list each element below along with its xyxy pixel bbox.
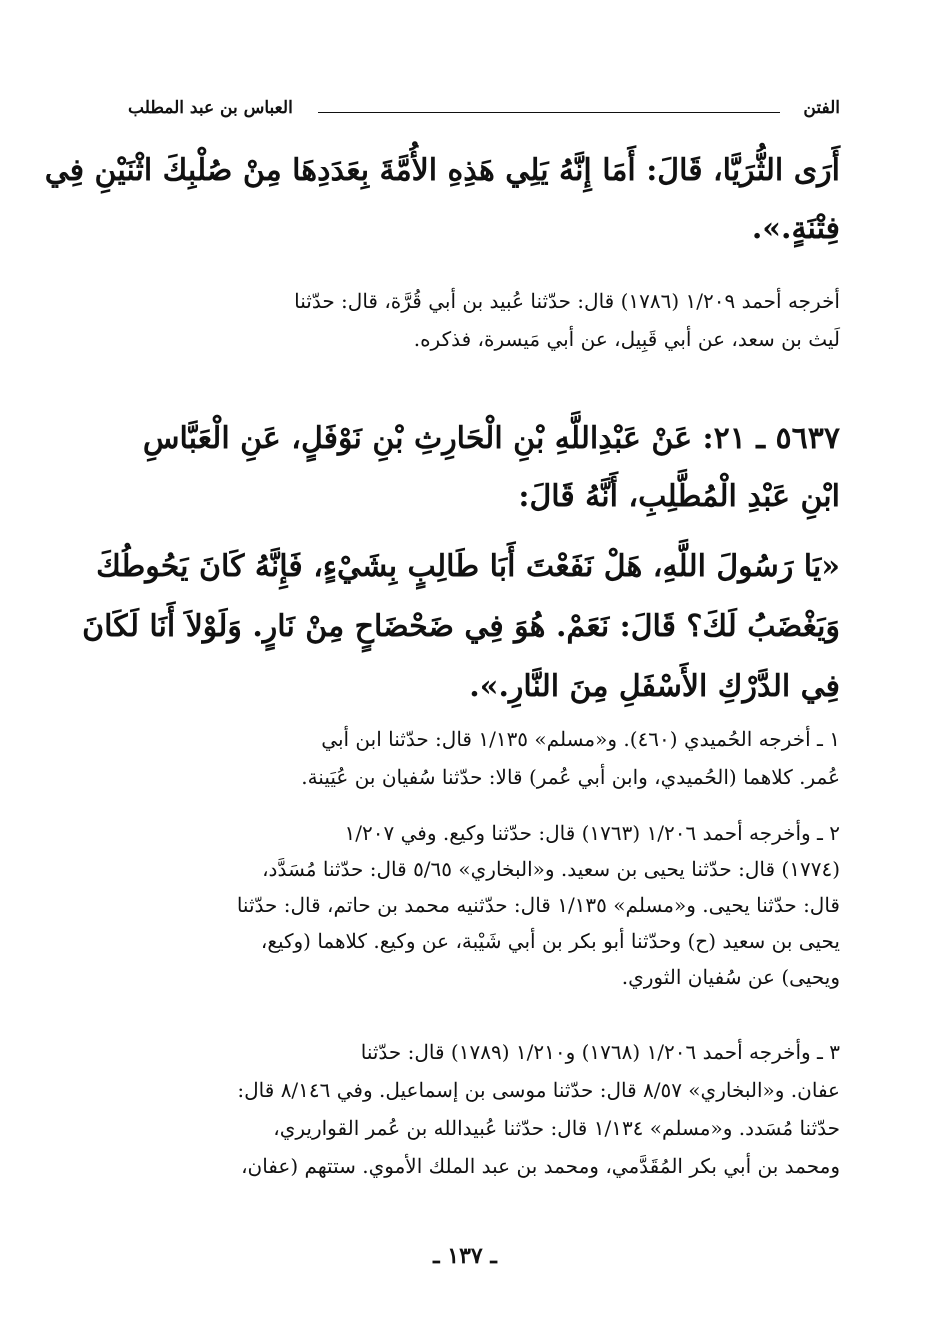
text-line: لَيث بن سعد، عن أبي قَبِيل، عن أبي مَيسرة، فذكره. xyxy=(413,327,840,351)
text-line: عُمر. كلاهما (الحُميدي، وابن أبي عُمر) قالا: حدّثنا سُفيان بن عُيَينة. xyxy=(301,765,840,789)
chapter-title: العباس بن عبد المطلب xyxy=(128,98,293,118)
text-line: ابْنِ عَبْدِ الْمُطَّلِبِ، أَنَّهُ قَالَ: xyxy=(518,479,840,514)
text-line: ومحمد بن أبي بكر المُقَدَّمي، ومحمد بن عبد الملك الأموي. ستتهم (عفان، xyxy=(241,1154,840,1178)
hadith-text-continued xyxy=(44,142,840,258)
header-rule xyxy=(318,112,780,113)
book-title: الفتن xyxy=(803,98,840,118)
text-line: ويحيى) عن سُفيان الثوري. xyxy=(621,965,840,989)
page-number: ـ ١٣٧ ـ xyxy=(433,1243,497,1269)
hadith-text xyxy=(82,537,840,717)
text-line: يحيى بن سعيد (ح) وحدّثنا أبو بكر بن أبي شَيْبة، عن وكيع. كلاهما (وكيع، xyxy=(260,929,840,953)
text-line: ٥٦٣٧ ـ ٢١: عَنْ عَبْدِاللَّهِ بْنِ الْحَارِثِ بْنِ نَوْفَلٍ، عَنِ الْعَبَّاسِ xyxy=(142,421,840,456)
text-line: وَيَغْضَبُ لَكَ؟ قَالَ: نَعَمْ. هُوَ فِي ضَحْضَاحٍ مِنْ نَارٍ. وَلَوْلاَ أَنَا لَكَانَ xyxy=(82,609,840,644)
text-line: أخرجه أحمد ١/٢٠٩ (١٧٨٦) قال: حدّثنا عُبيد بن أبي قُرَّة، قال: حدّثنا xyxy=(294,289,840,313)
text-line: حدّثنا مُسَدد. و«مسلم» ١/١٣٤ قال: حدّثنا عُبيدالله بن عُمر القواريري، xyxy=(273,1116,840,1140)
takhrij-paragraph xyxy=(128,720,840,796)
text-line: ٣ ـ وأخرجه أحمد ١/٢٠٦ (١٧٦٨) و١/٢١٠ (١٧٨٩) قال: حدّثنا xyxy=(360,1040,840,1064)
text-line: عفان. و«البخاري» ٨/٥٧ قال: حدّثنا موسى بن إسماعيل. وفي ٨/١٤٦ قال: xyxy=(237,1078,840,1102)
text-line: ١ ـ أخرجه الحُميدي (٤٦٠). و«مسلم» ١/١٣٥ قال: حدّثنا ابن أبي xyxy=(321,727,840,751)
text-line: فِتْنَةٍ.». xyxy=(751,211,840,246)
text-line: قال: حدّثنا يحيى. و«مسلم» ١/١٣٥ قال: حدّثنيه محمد بن حاتم، قال: حدّثنا xyxy=(236,893,840,917)
text-line: «يَا رَسُولَ اللَّهِ، هَلْ نَفَعْتَ أَبَا طَالِبٍ بِشَيْءٍ، فَإِنَّهُ كَانَ يَحُوطُكَ xyxy=(96,549,840,584)
text-line: فِي الدَّرْكِ الأَسْفَلِ مِنَ النَّارِ.». xyxy=(469,669,840,704)
text-line: (١٧٧٤) قال: حدّثنا يحيى بن سعيد. و«البخاري» ٥/٦٥ قال: حدّثنا مُسَدَّد، xyxy=(262,857,840,881)
hadith-intro xyxy=(128,410,840,526)
takhrij-paragraph xyxy=(128,1033,840,1185)
takhrij-paragraph xyxy=(128,282,840,358)
text-line: ٢ ـ وأخرجه أحمد ١/٢٠٦ (١٧٦٣) قال: حدّثنا وكيع. وفي ١/٢٠٧ xyxy=(344,821,840,845)
running-header xyxy=(128,98,840,128)
takhrij-paragraph xyxy=(128,815,840,995)
text-line: أَرَى الثُّرَيَّا، قَالَ: أَمَا إِنَّهُ يَلِي هَذِهِ الأُمَّةَ بِعَدَدِهَا مِنْ صُلْبِكَ اثْنَيْنِ فِي xyxy=(44,153,840,188)
